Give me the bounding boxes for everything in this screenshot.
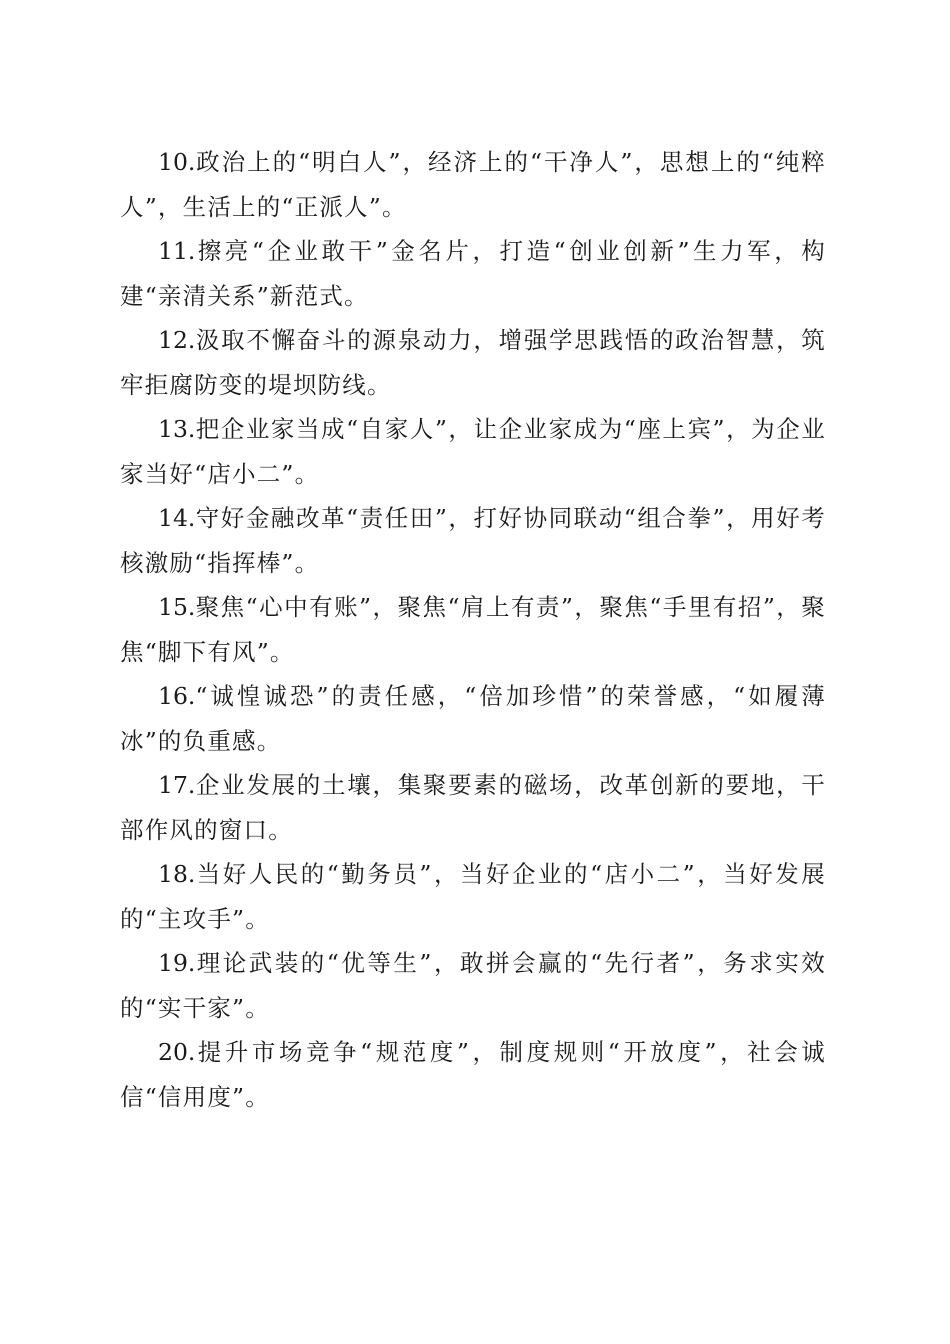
item-text: “诚惶诚恐”的责任感，“倍加珍惜”的荣誉感，“如履薄冰”的负重感。 [120, 682, 826, 755]
item-text: 政治上的“明白人”，经济上的“干净人”，思想上的“纯粹人”，生活上的“正派人”。 [120, 148, 826, 221]
item-number: 10. [158, 148, 196, 176]
item-text: 把企业家当成“自家人”，让企业家成为“座上宾”，为企业家当好“店小二”。 [120, 415, 826, 488]
item-number: 11. [158, 237, 196, 265]
item-number: 15. [158, 593, 196, 621]
list-item [120, 674, 826, 763]
list-item [120, 496, 826, 585]
item-number: 13. [158, 415, 196, 443]
list-item [120, 763, 826, 852]
item-text: 企业发展的土壤，集聚要素的磁场，改革创新的要地，干部作风的窗口。 [120, 771, 826, 844]
list-item [120, 140, 826, 229]
item-number: 20. [158, 1038, 196, 1066]
item-text: 当好人民的“勤务员”，当好企业的“店小二”，当好发展的“主攻手”。 [120, 860, 826, 933]
list-item [120, 585, 826, 674]
item-number: 19. [158, 949, 196, 977]
list-item [120, 407, 826, 496]
document-body [120, 140, 826, 1119]
list-item [120, 941, 826, 1030]
list-item [120, 229, 826, 318]
item-text: 提升市场竞争“规范度”，制度规则“开放度”，社会诚信“信用度”。 [120, 1038, 826, 1111]
item-text: 聚焦“心中有账”，聚焦“肩上有责”，聚焦“手里有招”，聚焦“脚下有风”。 [120, 593, 826, 666]
item-number: 14. [158, 504, 196, 532]
item-number: 12. [158, 326, 196, 354]
item-text: 守好金融改革“责任田”，打好协同联动“组合拳”，用好考核激励“指挥棒”。 [120, 504, 826, 577]
list-item [120, 318, 826, 407]
item-text: 擦亮“企业敢干”金名片，打造“创业创新”生力军，构建“亲清关系”新范式。 [120, 237, 826, 310]
item-number: 17. [158, 771, 196, 799]
item-text: 汲取不懈奋斗的源泉动力，增强学思践悟的政治智慧，筑牢拒腐防变的堤坝防线。 [120, 326, 826, 399]
item-number: 16. [158, 682, 196, 710]
item-number: 18. [158, 860, 196, 888]
list-item [120, 1030, 826, 1119]
item-text: 理论武装的“优等生”，敢拼会赢的“先行者”，务求实效的“实干家”。 [120, 949, 826, 1022]
list-item [120, 852, 826, 941]
